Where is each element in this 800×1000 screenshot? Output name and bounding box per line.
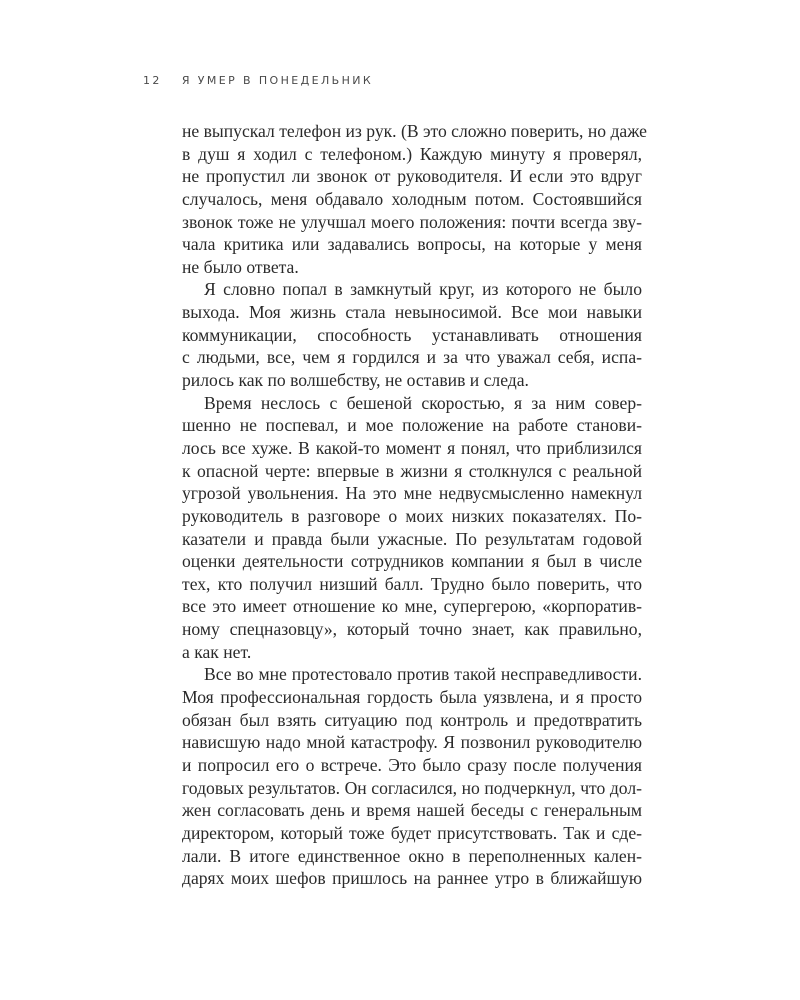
text-line: чала критика или задавались вопросы, на которые у меня: [182, 234, 642, 255]
text-line: нависшую надо мной катастрофу. Я позвонил руководителю: [182, 732, 642, 753]
text-line: рилось как по волшебству, не оставив и следа.: [182, 370, 529, 391]
text-line: казатели и правда были ужасные. По результатам годовой: [182, 528, 642, 549]
text-line: все это имеет отношение ко мне, супергерою, «корпоратив-: [182, 596, 642, 617]
text-line: выхода. Моя жизнь стала невыносимой. Все мои навыки: [182, 302, 642, 323]
text-line: случалось, меня обдавало холодным потом. Состоявшийся: [182, 188, 642, 209]
text-line: не было ответа.: [182, 256, 299, 277]
text-line: звонок тоже не улучшал моего положения: почти всегда зву-: [182, 211, 642, 232]
text-line: шенно не поспевал, и мое положение на работе станови-: [182, 415, 642, 436]
text-line: угрозой увольнения. На это мне недвусмысленно намекнул: [182, 483, 642, 504]
text-line: лось все хуже. В какой-то момент я понял, что приблизился: [182, 437, 642, 458]
text-line: и попросил его о встрече. Это было сразу после получения: [182, 754, 642, 775]
text-line: годовых результатов. Он согласился, но подчеркнул, что дол-: [182, 777, 642, 798]
text-line: Моя профессиональная гордость была уязвлена, и я просто: [182, 687, 642, 708]
text-line: не пропустил ли звонок от руководителя. И если это вдруг: [182, 166, 642, 187]
paragraph: [182, 663, 642, 889]
page-number: 12: [143, 74, 162, 87]
text-line: жен согласовать день и время нашей беседы с генеральным: [182, 800, 642, 821]
text-line: с людьми, все, чем я гордился и за что уважал себя, испа-: [182, 347, 642, 368]
text-line: директором, который тоже будет присутствовать. Так и сде-: [182, 822, 642, 843]
text-line: обязан был взять ситуацию под контроль и предотвратить: [182, 709, 642, 730]
text-line: тех, кто получил низший балл. Трудно было поверить, что: [182, 573, 642, 594]
text-line: дарях моих шефов пришлось на раннее утро в ближайшую: [182, 868, 642, 889]
text-line: к опасной черте: впервые в жизни я столкнулся с реальной: [182, 460, 642, 481]
paragraph: [182, 392, 642, 664]
paragraph: [182, 120, 647, 278]
paragraph: [182, 278, 642, 391]
text-line: Время неслось с бешеной скоростью, я за ним совер-: [204, 392, 642, 413]
text-line: коммуникации, способность устанавливать отношения: [182, 324, 642, 345]
book-title: Я УМЕР В ПОНЕДЕЛЬНИК: [181, 74, 374, 87]
text-line: лали. В итоге единственное окно в переполненных кален-: [182, 845, 642, 866]
text-line: не выпускал телефон из рук. (В это сложно поверить, но даже: [182, 121, 647, 141]
text-line: руководитель в разговоре о моих низких показателях. По-: [182, 505, 642, 526]
body-text: [182, 120, 647, 890]
text-line: Все во мне протестовало против такой несправедливости.: [204, 664, 642, 685]
text-line: Я словно попал в замкнутый круг, из которого не было: [204, 279, 642, 300]
text-line: оценки деятельности сотрудников компании я был в числе: [182, 551, 642, 572]
text-line: а как нет.: [182, 641, 252, 662]
text-line: ному спецназовцу», который точно знает, как правильно,: [182, 619, 642, 640]
text-line: в душ я ходил с телефоном.) Каждую минуту я проверял,: [182, 143, 642, 164]
running-header: [143, 74, 373, 87]
